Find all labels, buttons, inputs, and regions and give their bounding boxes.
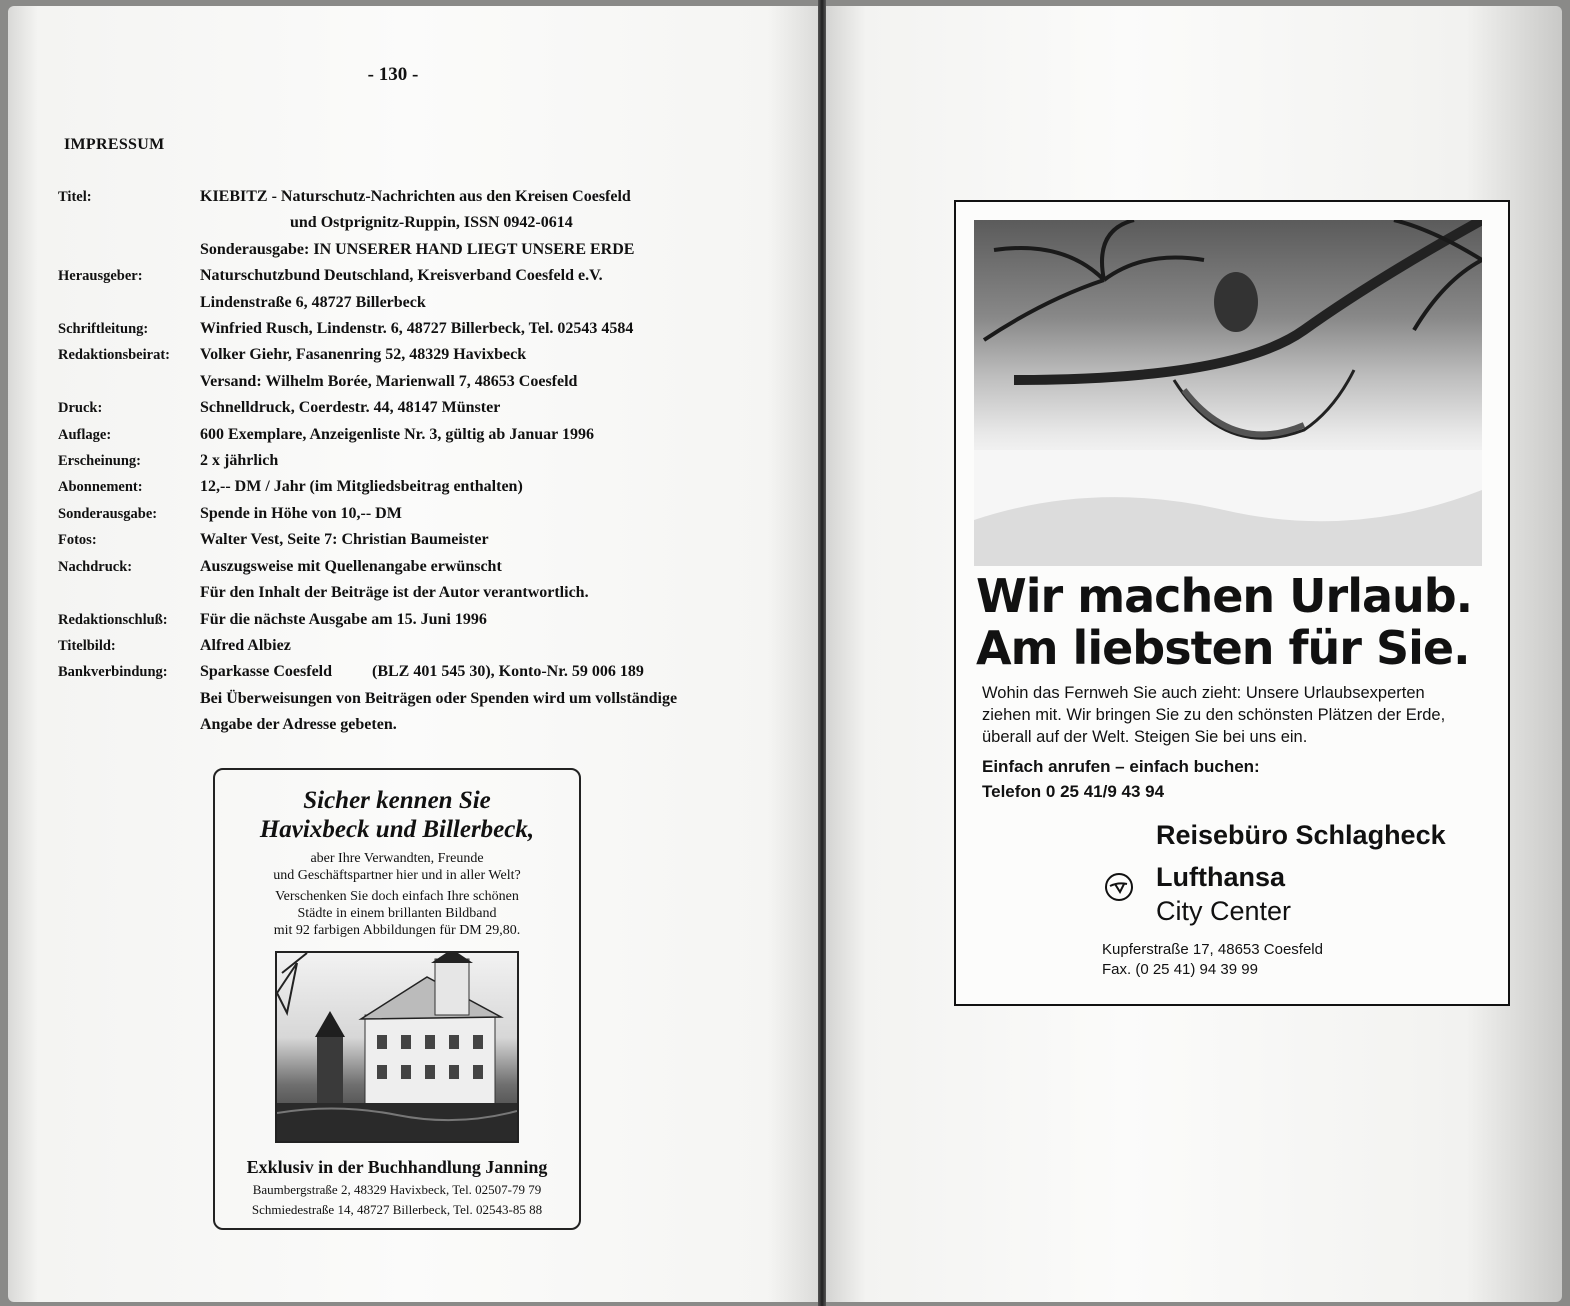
ad-headline xyxy=(976,570,1496,674)
bookshop-address: Schmiedestraße 14, 48727 Billerbeck, Tel. 02543-85 88 xyxy=(251,1202,543,1217)
impressum-label: Druck: xyxy=(58,400,103,417)
ad-phone: Telefon 0 25 41/9 43 94 xyxy=(982,782,1165,801)
impressum-value: Volker Giehr, Fasanenring 52, 48329 Havixbeck xyxy=(200,346,527,364)
impressum-label: Auflage: xyxy=(58,426,112,443)
impressum-row xyxy=(58,290,778,316)
impressum-value: Winfried Rusch, Lindenstr. 6, 48727 Billerbeck, Tel. 02543 4584 xyxy=(200,320,634,338)
impressum-row xyxy=(58,686,778,712)
impressum-heading: IMPRESSUM xyxy=(64,136,165,153)
castle-illustration xyxy=(277,953,517,1141)
ad-cta-line: Einfach anrufen – einfach buchen: xyxy=(982,757,1260,776)
ad-body-line: überall auf der Welt. Steigen Sie bei uns ein. xyxy=(982,728,1308,746)
castle-photo xyxy=(275,951,519,1143)
bookshop-ad xyxy=(213,768,581,1230)
impressum-row xyxy=(58,263,778,289)
impressum-label: Sonderausgabe: xyxy=(58,505,158,522)
impressum-label: Titel: xyxy=(58,189,92,205)
impressum-label: Erscheinung: xyxy=(58,453,141,470)
impressum-row xyxy=(58,633,778,659)
impressum-row xyxy=(58,369,778,395)
impressum-value: und Ostprignitz-Ruppin, ISSN 0942-0614 xyxy=(290,214,573,232)
agency-address xyxy=(1102,940,1323,980)
impressum-label xyxy=(58,712,200,738)
impressum-row xyxy=(58,580,778,606)
impressum-value: Naturschutzbund Deutschland, Kreisverband Coesfeld e.V. xyxy=(200,267,603,285)
impressum-row xyxy=(58,184,778,210)
bookshop-name: Exklusiv in der Buchhandlung Janning xyxy=(246,1157,548,1177)
ad-call-to-action xyxy=(982,754,1260,804)
book-gutter xyxy=(818,0,826,1306)
impressum-label xyxy=(58,580,200,606)
impressum-label xyxy=(58,290,200,316)
brand-subtitle: City Center xyxy=(1156,896,1292,926)
impressum-row xyxy=(58,474,778,500)
impressum-value: Lindenstraße 6, 48727 Billerbeck xyxy=(200,293,426,311)
ad-body-line: ziehen mit. Wir bringen Sie zu den schönsten Plätzen der Erde, xyxy=(982,706,1446,724)
impressum-value: Bei Überweisungen von Beiträgen oder Spenden wird um vollständige xyxy=(200,689,678,707)
bookshop-ad-line: Städte in einem brillanten Bildband xyxy=(297,906,497,921)
bookshop-ad-line: aber Ihre Verwandten, Freunde xyxy=(310,851,484,866)
impressum-row xyxy=(58,554,778,580)
bookshop-ad-line: mit 92 farbigen Abbildungen für DM 29,80. xyxy=(273,923,521,938)
travel-agency-ad xyxy=(954,200,1510,1006)
ad-body xyxy=(982,682,1492,748)
bookshop-ad-headline-2: Havixbeck und Billerbeck, xyxy=(259,816,535,843)
beach-hammock-photo xyxy=(974,220,1482,566)
impressum-label xyxy=(58,237,200,263)
impressum-value: Für die nächste Ausgabe am 15. Juni 1996 xyxy=(200,610,487,628)
impressum-label: Herausgeber: xyxy=(58,268,143,285)
impressum-list xyxy=(58,184,778,739)
agency-fax: Fax. (0 25 41) 94 39 99 xyxy=(1102,961,1258,978)
impressum-value: Sparkasse Coesfeld (BLZ 401 545 30), Konto-Nr. 59 006 189 xyxy=(200,663,644,681)
bookshop-ad-line: und Geschäftspartner hier und in aller Welt? xyxy=(273,868,521,883)
impressum-row xyxy=(58,210,778,236)
impressum-value: Walter Vest, Seite 7: Christian Baumeister xyxy=(200,531,489,549)
impressum-row xyxy=(58,527,778,553)
impressum-row xyxy=(58,395,778,421)
impressum-value: 2 x jährlich xyxy=(200,452,279,470)
impressum-label: Redaktionsbeirat: xyxy=(58,347,170,364)
agency-name: Reisebüro Schlagheck xyxy=(1156,820,1446,850)
impressum-label: Redaktionschluß: xyxy=(58,611,168,628)
impressum-row xyxy=(58,422,778,448)
impressum-label xyxy=(58,210,200,236)
impressum-row xyxy=(58,712,778,738)
ad-body-line: Wohin das Fernweh Sie auch zieht: Unsere Urlaubsexperten xyxy=(982,684,1425,702)
impressum-row xyxy=(58,607,778,633)
impressum-label: Bankverbindung: xyxy=(58,664,168,681)
bookshop-ad-headline-1: Sicher kennen Sie xyxy=(303,787,491,814)
impressum-value: Sonderausgabe: IN UNSERER HAND LIEGT UNSERE ERDE xyxy=(200,240,635,258)
left-page xyxy=(8,6,818,1302)
ad-headline-line-2: Am liebsten für Sie. xyxy=(976,621,1470,675)
impressum-label: Fotos: xyxy=(58,532,97,549)
beach-illustration xyxy=(974,220,1482,566)
bookshop-ad-line: Verschenken Sie doch einfach Ihre schönen xyxy=(275,889,519,904)
lufthansa-crane-icon xyxy=(1104,872,1134,902)
impressum-label: Schriftleitung: xyxy=(58,321,149,338)
impressum-label xyxy=(58,369,200,395)
impressum-value: 12,-- DM / Jahr (im Mitgliedsbeitrag enthalten) xyxy=(200,478,523,496)
impressum-row xyxy=(58,501,778,527)
impressum-label: Nachdruck: xyxy=(58,558,133,575)
impressum-value: KIEBITZ - Naturschutz-Nachrichten aus den Kreisen Coesfeld xyxy=(200,188,631,205)
impressum-value: Versand: Wilhelm Borée, Marienwall 7, 48653 Coesfeld xyxy=(200,372,578,390)
impressum-value: 600 Exemplare, Anzeigenliste Nr. 3, gültig ab Januar 1996 xyxy=(200,425,594,443)
page-number: - 130 - xyxy=(367,64,419,85)
impressum-row xyxy=(58,448,778,474)
impressum-value: Schnelldruck, Coerdestr. 44, 48147 Münster xyxy=(200,399,501,417)
brand-name: Lufthansa xyxy=(1156,862,1286,892)
impressum-value: Alfred Albiez xyxy=(200,636,291,654)
impressum-row xyxy=(58,342,778,368)
ad-headline-line-1: Wir machen Urlaub. xyxy=(976,569,1473,623)
impressum-value: Angabe der Adresse gebeten. xyxy=(200,716,397,734)
impressum-value: Für den Inhalt der Beiträge ist der Autor verantwortlich. xyxy=(200,584,589,602)
bookshop-address: Baumbergstraße 2, 48329 Havixbeck, Tel. 02507-79 79 xyxy=(252,1182,542,1197)
right-page xyxy=(826,6,1562,1302)
impressum-row xyxy=(58,237,778,263)
agency-street: Kupferstraße 17, 48653 Coesfeld xyxy=(1102,941,1323,958)
impressum-label: Titelbild: xyxy=(58,637,116,654)
impressum-value: Spende in Höhe von 10,-- DM xyxy=(200,504,402,522)
impressum-row xyxy=(58,316,778,342)
impressum-label xyxy=(58,686,200,712)
impressum-value: Auszugsweise mit Quellenangabe erwünscht xyxy=(200,557,502,575)
impressum-label: Abonnement: xyxy=(58,479,143,496)
impressum-row xyxy=(58,659,778,685)
